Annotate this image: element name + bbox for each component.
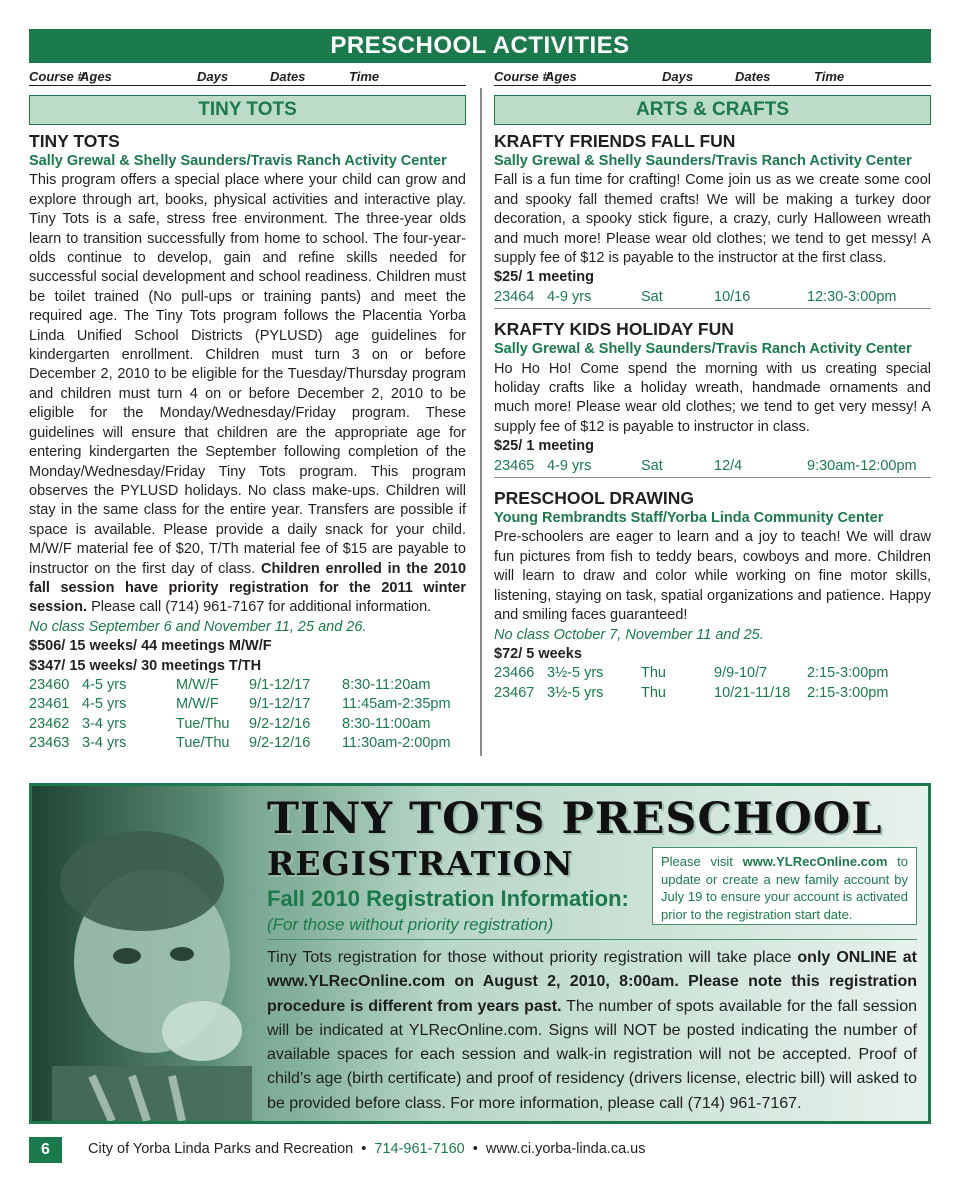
header-dates: Dates [735, 69, 771, 84]
course-row [29, 676, 466, 695]
section-bar-arts-crafts: ARTS & CRAFTS [494, 95, 931, 125]
course-ages: 4-5 yrs [82, 676, 127, 693]
program-separator [494, 477, 931, 478]
course-course: 23460 [29, 676, 70, 693]
program-description: Ho Ho Ho! Come spend the morning with us creating special holiday crafts like a holiday wreath, handmade ornaments and much more! Please wear old clothes; we tend to get very messy! A supply fee of $12 is payable to instructor in class. [494, 360, 931, 435]
arts-crafts-column [494, 131, 931, 703]
course-time: 12:30-3:00pm [807, 288, 897, 305]
course-rows [29, 676, 466, 754]
registration-subtitle-note: (For those without priority registration) [267, 915, 554, 934]
program-fee: $25/ 1 meeting [494, 438, 594, 455]
course-row [29, 715, 466, 734]
program-separator [494, 308, 931, 309]
section-bar-tiny-tots: TINY TOTS [29, 95, 466, 125]
program-description: Fall is a fun time for crafting! Come join us as we create some cool and spooky fall themed crafts! We will be making a turkey door decoration, a spooky stick figure, a crazy, curly Halloween wreath and much more! Please wear old clothes; we tend to get messy! A supply fee of $12 is payable to the instructor at the first class. [494, 172, 931, 267]
program-note: No class October 7, November 11 and 25. [494, 626, 764, 643]
program-fee: $347/ 15 weeks/ 30 meetings T/TH [29, 657, 262, 674]
course-time: 2:15-3:00pm [807, 665, 889, 682]
course-ages: 4-9 yrs [547, 457, 592, 474]
course-dates: 10/21-11/18 [714, 684, 791, 701]
course-days: Sat [641, 457, 663, 474]
course-dates: 10/16 [714, 288, 751, 305]
course-rows [494, 288, 931, 307]
program-instructor: Sally Grewal & Shelly Saunders/Travis Ranch Activity Center [29, 153, 447, 169]
course-time: 8:30-11:20am [342, 676, 431, 693]
column-header-left [29, 68, 466, 86]
body-text: Tiny Tots registration for those without priority registration will take place [267, 949, 792, 966]
description-main: This program offers a special place where your child can grow and explore through art, books, physical activities and interactive play. Tiny Tots is a safe, stress free environment. The three-year olds learn to transition successfully from home to school. The four-year-olds continue to develop, gain and refine skills needed for successful social development and school readiness. Children must be toilet trained (No pull-ups or training pants) and meet the required age. The Tiny Tots program follows the Placentia Yorba Linda Unified School Districts (PYLUSD) age guidelines for kindergarten enrollment. Children must turn 3 on or before December 2, 2010 to be eligible for the Tuesday/Thursday program and children must turn 4 on or before December 2, 2010 to be eligible for the Monday/Wednesday/Friday program. These guidelines will ensure that children are the appropriate age for entering kindergarten the September following completion of the Monday/Wednesday/Friday Tiny Tots program. This program observes the PYLUSD holidays. No class make-ups. Children will stay in the same class for the entire year. Transfers are possible if space is available. Please provide a daily snack for your child. M/W/F material fee of $20, T/Th material fee of $15 are payable to instructor on the first day of class. [29, 172, 466, 577]
course-row [494, 684, 931, 703]
course-ages: 4-5 yrs [82, 696, 127, 713]
header-ages: Ages [80, 69, 112, 84]
registration-title: TINY TOTS PRESCHOOL [267, 794, 883, 844]
course-course: 23466 [494, 665, 535, 682]
course-days: Thu [641, 684, 666, 701]
body-text: The number of spots available for the fall session will be indicated at YLRecOnline.com. Signs will NOT be posted indicating the number of available spaces for each session and walk-in registration will not be accepted. Proof of child’s age (birth certificate) and proof of residency (drivers license, electric bill) will asked to be provided before class. For more information, please call (714) 961-7167. [267, 997, 918, 1112]
program-fee: $506/ 15 weeks/ 44 meetings M/W/F [29, 638, 272, 655]
course-dates: 9/1-12/17 [249, 696, 311, 713]
course-ages: 4-9 yrs [547, 288, 592, 305]
program-title: TINY TOTS [29, 131, 120, 151]
registration-box [29, 783, 931, 1124]
page-number: 6 [29, 1137, 62, 1163]
registration-divider [267, 939, 917, 940]
child-photo [32, 786, 292, 1121]
header-time: Time [349, 69, 380, 84]
course-row [494, 664, 931, 683]
course-days: Sat [641, 288, 663, 305]
description-tail: Please call (714) 961-7167 for additional information. [91, 599, 432, 616]
course-days: M/W/F [176, 696, 219, 713]
program-fee: $25/ 1 meeting [494, 269, 594, 286]
course-course: 23461 [29, 696, 70, 713]
registration-body [267, 946, 917, 1116]
header-ages: Ages [545, 69, 577, 84]
program-description: Pre-schoolers are eager to learn and a joy to teach! We will draw fun pictures from fish to teddy bears, cowboys and more. Children will learn to draw and color while working on fine motor skills, listening, staying on task, spatial organizations and patience. Happy and smiling faces guaranteed! [494, 529, 931, 624]
course-time: 9:30am-12:00pm [807, 457, 917, 474]
course-course: 23465 [494, 457, 535, 474]
course-dates: 9/2-12/16 [249, 715, 311, 732]
course-rows [494, 664, 931, 703]
course-days: Thu [641, 665, 666, 682]
course-course: 23462 [29, 715, 70, 732]
footer-phone[interactable]: 714-961-7160 [374, 1141, 465, 1157]
program-note: No class September 6 and November 11, 25 and 26. [29, 618, 367, 635]
header-days: Days [197, 69, 229, 84]
page-banner: PRESCHOOL ACTIVITIES [29, 29, 931, 63]
registration-subtitle: Fall 2010 Registration Information: [267, 886, 629, 911]
course-dates: 9/1-12/17 [249, 676, 311, 693]
course-ages: 3½-5 yrs [547, 684, 604, 701]
footer-bullet: • [361, 1141, 367, 1157]
description-priority: Children enrolled in the 2010 fall session have priority registration for the 2011 winter session. [29, 560, 467, 616]
program-description [29, 171, 466, 617]
course-course: 23467 [494, 684, 535, 701]
course-row [29, 734, 466, 753]
course-time: 2:15-3:00pm [807, 684, 889, 701]
header-time: Time [814, 69, 845, 84]
column-header-right [494, 68, 931, 86]
header-dates: Dates [270, 69, 306, 84]
header-days: Days [662, 69, 694, 84]
callout-text: to update or create a new family account by July 19 to ensure your account is activated prior to the registration start date. [661, 854, 908, 922]
program-instructor: Sally Grewal & Shelly Saunders/Travis Ranch Activity Center [494, 341, 912, 358]
course-course: 23463 [29, 735, 70, 752]
program-title: PRESCHOOL DRAWING [494, 488, 694, 509]
tiny-tots-column [29, 131, 466, 754]
course-ages: 3-4 yrs [82, 715, 127, 732]
footer-org: City of Yorba Linda Parks and Recreation [88, 1141, 354, 1157]
course-course: 23464 [494, 288, 535, 305]
course-time: 8:30-11:00am [342, 715, 431, 732]
program-title: KRAFTY KIDS HOLIDAY FUN [494, 319, 734, 340]
footer [88, 1141, 646, 1157]
course-row [494, 288, 931, 307]
course-dates: 9/9-10/7 [714, 665, 768, 682]
course-time: 11:30am-2:00pm [342, 735, 451, 752]
column-divider [480, 88, 482, 756]
course-days: M/W/F [176, 676, 219, 693]
course-dates: 12/4 [714, 457, 743, 474]
course-dates: 9/2-12/16 [249, 735, 311, 752]
course-time: 11:45am-2:35pm [342, 696, 451, 713]
course-row [494, 457, 931, 476]
program-instructor: Young Rembrandts Staff/Yorba Linda Community Center [494, 510, 884, 527]
callout-text: Please visit [661, 854, 733, 869]
footer-bullet: • [472, 1141, 478, 1157]
header-course: Course # [494, 69, 550, 84]
body-bold: only ONLINE at www.YLRecOnline.com on August 2, 2010, 8:00am. Please note this registration procedure is different from years past. [267, 949, 918, 1015]
course-days: Tue/Thu [176, 715, 230, 732]
course-ages: 3½-5 yrs [547, 665, 604, 682]
program-instructor: Sally Grewal & Shelly Saunders/Travis Ranch Activity Center [494, 153, 912, 169]
footer-url[interactable]: www.ci.yorba-linda.ca.us [485, 1141, 646, 1157]
registration-title-line2: REGISTRATION [267, 844, 574, 883]
course-rows [494, 457, 931, 476]
registration-callout [652, 847, 917, 925]
course-days: Tue/Thu [176, 735, 230, 752]
program-title: KRAFTY FRIENDS FALL FUN [494, 131, 736, 151]
course-row [29, 695, 466, 714]
header-course: Course # [29, 69, 85, 84]
program-fee: $72/ 5 weeks [494, 645, 582, 662]
course-ages: 3-4 yrs [82, 735, 127, 752]
callout-link[interactable]: www.YLRecOnline.com [742, 854, 888, 869]
